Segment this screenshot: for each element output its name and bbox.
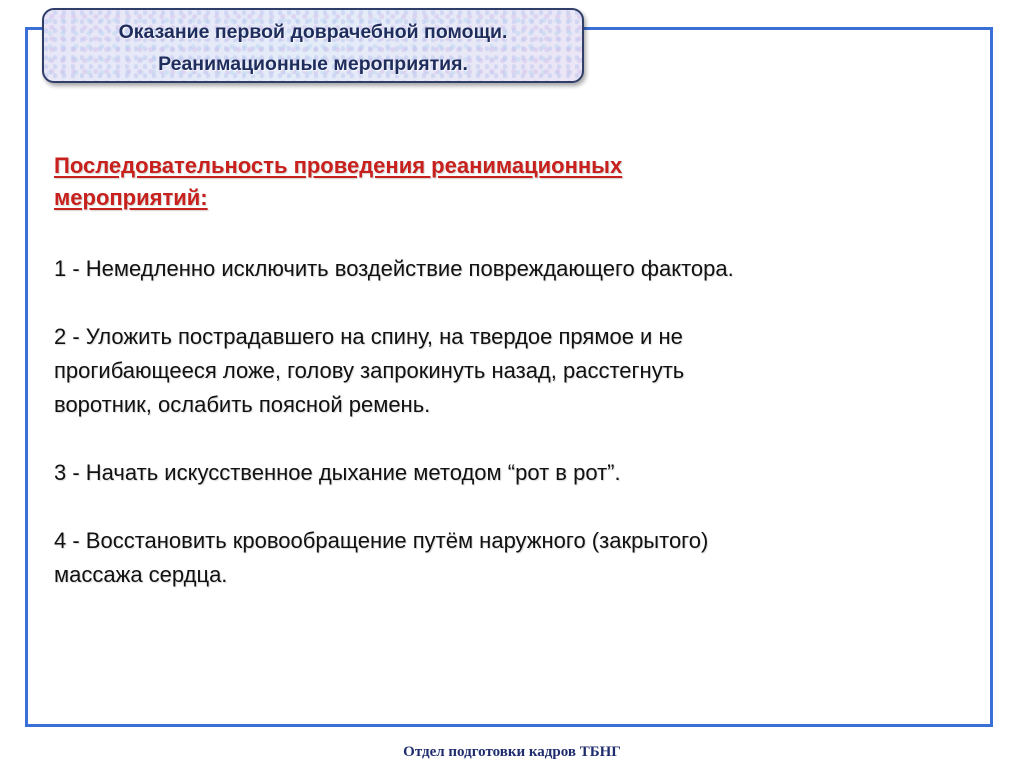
footer-department: Отдел подготовки кадров ТБНГ — [403, 744, 621, 760]
step-item-line: 2 - Уложить пострадавшего на спину, на твердое прямое и не — [54, 324, 683, 349]
section-heading — [54, 150, 954, 214]
slide-title-line-2: Реанимационные мероприятия. — [158, 53, 468, 75]
step-item-line: 1 - Немедленно исключить воздействие повреждающего фактора. — [54, 256, 734, 281]
step-item-2 — [54, 320, 954, 422]
step-item-line: массажа сердца. — [54, 562, 228, 587]
section-heading-line-1: Последовательность проведения реанимационных — [54, 153, 623, 178]
step-item-4 — [54, 524, 954, 592]
step-item-line: 3 - Начать искусственное дыхание методом “рот в рот”. — [54, 460, 621, 485]
step-item-line: прогибающееся ложе, голову запрокинуть назад, расстегнуть — [54, 358, 685, 383]
slide-content — [54, 150, 954, 592]
slide-title-box — [42, 8, 584, 83]
step-item-line: воротник, ослабить поясной ремень. — [54, 392, 431, 417]
step-item-3 — [54, 456, 954, 490]
step-item-line: 4 - Восстановить кровообращение путём наружного (закрытого) — [54, 528, 709, 553]
section-heading-line-2: мероприятий: — [54, 185, 208, 210]
step-item-1 — [54, 252, 954, 286]
slide-title-line-1: Оказание первой доврачебной помощи. — [118, 21, 508, 43]
